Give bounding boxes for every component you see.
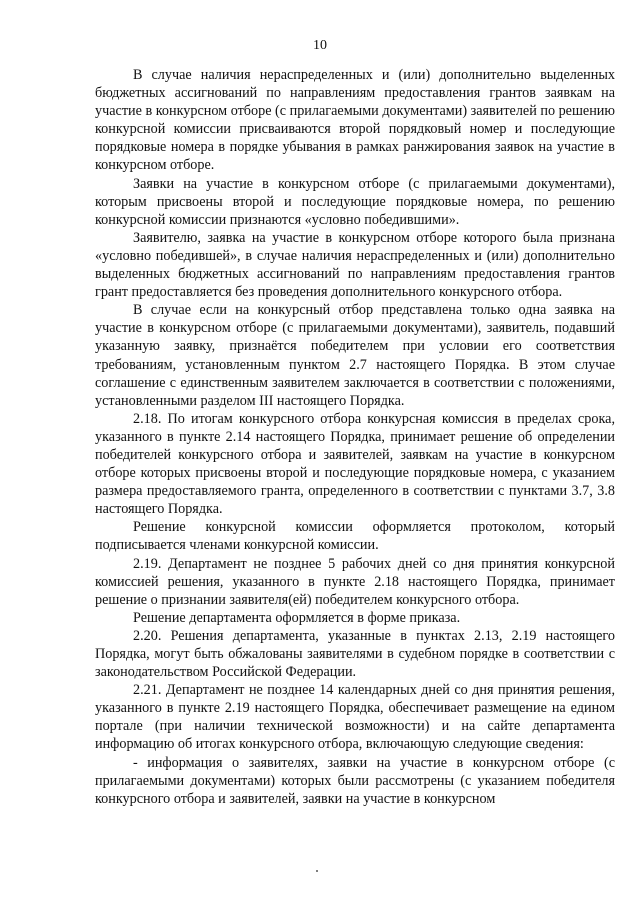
page-number: 10 <box>313 38 327 53</box>
paragraph-order-form: Решение департамента оформляется в форме приказа. <box>133 609 461 626</box>
paragraph-conditionally-winning: Заявки на участие в конкурсном отборе (с прилагаемыми документами), которым присвоены второй и последующие порядковые номера, по решению конкурсной комиссии признаются «условно победившими». <box>95 175 615 228</box>
document-body <box>95 66 615 808</box>
paragraph-clause-2-20: 2.20. Решения департамента, указанные в пунктах 2.13, 2.19 настоящего Порядка, могут быть обжалованы заявителями в судебном порядке в соответствии с законодательством Российской Федерации. <box>95 627 615 681</box>
list-item-applicants-info: - информация о заявителях, заявки на участие в конкурсном отборе (с прилагаемыми документами) которых были рассмотрены (с указанием победителя конкурсного отбора и заявителей, заявки на участие в конкурсном <box>95 754 615 807</box>
paragraph-grant-without-new-selection: Заявителю, заявка на участие в конкурсном отборе которого была признана «условно победившей», в случае наличия нераспределенных и (или) дополнительно выделенных бюджетных ассигнований по направлениям предоставления грантов грант предоставляется без проведения дополнительного конкурсного отбора. <box>95 229 615 301</box>
paragraph-protocol: Решение конкурсной комиссии оформляется протоколом, который подписывается членами конкурсной комиссии. <box>95 519 615 554</box>
scan-artifact-dot <box>316 870 318 872</box>
paragraph-single-application: В случае если на конкурсный отбор представлена только одна заявка на участие в конкурсном отборе (с прилагаемыми документами), заявитель, подавший указанную заявку, признаётся победителем при условии его соответствия требованиям, установленным пунктом 2.7 настоящего Порядка. В этом случае соглашение с единственным заявителем заключается в соответствии с положениями, установленными разделом III настоящего Порядка. <box>95 302 615 409</box>
paragraph-clause-2-21: 2.21. Департамент не позднее 14 календарных дней со дня принятия решения, указанного в пункте 2.19 настоящего Порядка, обеспечивает размещение на едином портале (при наличии технической возможности) и на сайте департамента информацию об итогах конкурсного отбора, включающую следующие сведения: <box>95 682 615 753</box>
paragraph-clause-2-18: 2.18. По итогам конкурсного отбора конкурсная комиссия в пределах срока, указанного в пункте 2.14 настоящего Порядка, принимает решение об определении победителей конкурсного отбора и заявителей, заявкам на участие в конкурсном отборе которых присвоены второй и последующие порядковые номера, с указанием размера предоставляемого гранта, определенного в соответствии с пунктами 3.7, 3.8 настоящего Порядка. <box>95 410 615 518</box>
paragraph-unallocated-allocations: В случае наличия нераспределенных и (или) дополнительно выделенных бюджетных ассигнований по направлениям предоставления грантов заявкам на участие в конкурсном отборе (с прилагаемыми документами) заявителей по решению конкурсной комиссии присваиваются второй порядковый номер и последующие порядковые номера в порядке убывания в рамках ранжирования заявок на участие в конкурсном отборе. <box>95 67 615 174</box>
paragraph-clause-2-19: 2.19. Департамент не позднее 5 рабочих дней со дня принятия конкурсной комиссией решения, указанного в пункте 2.18 настоящего Порядка, принимает решение о признании заявителя(ей) победителем конкурсного отбора. <box>95 555 615 608</box>
